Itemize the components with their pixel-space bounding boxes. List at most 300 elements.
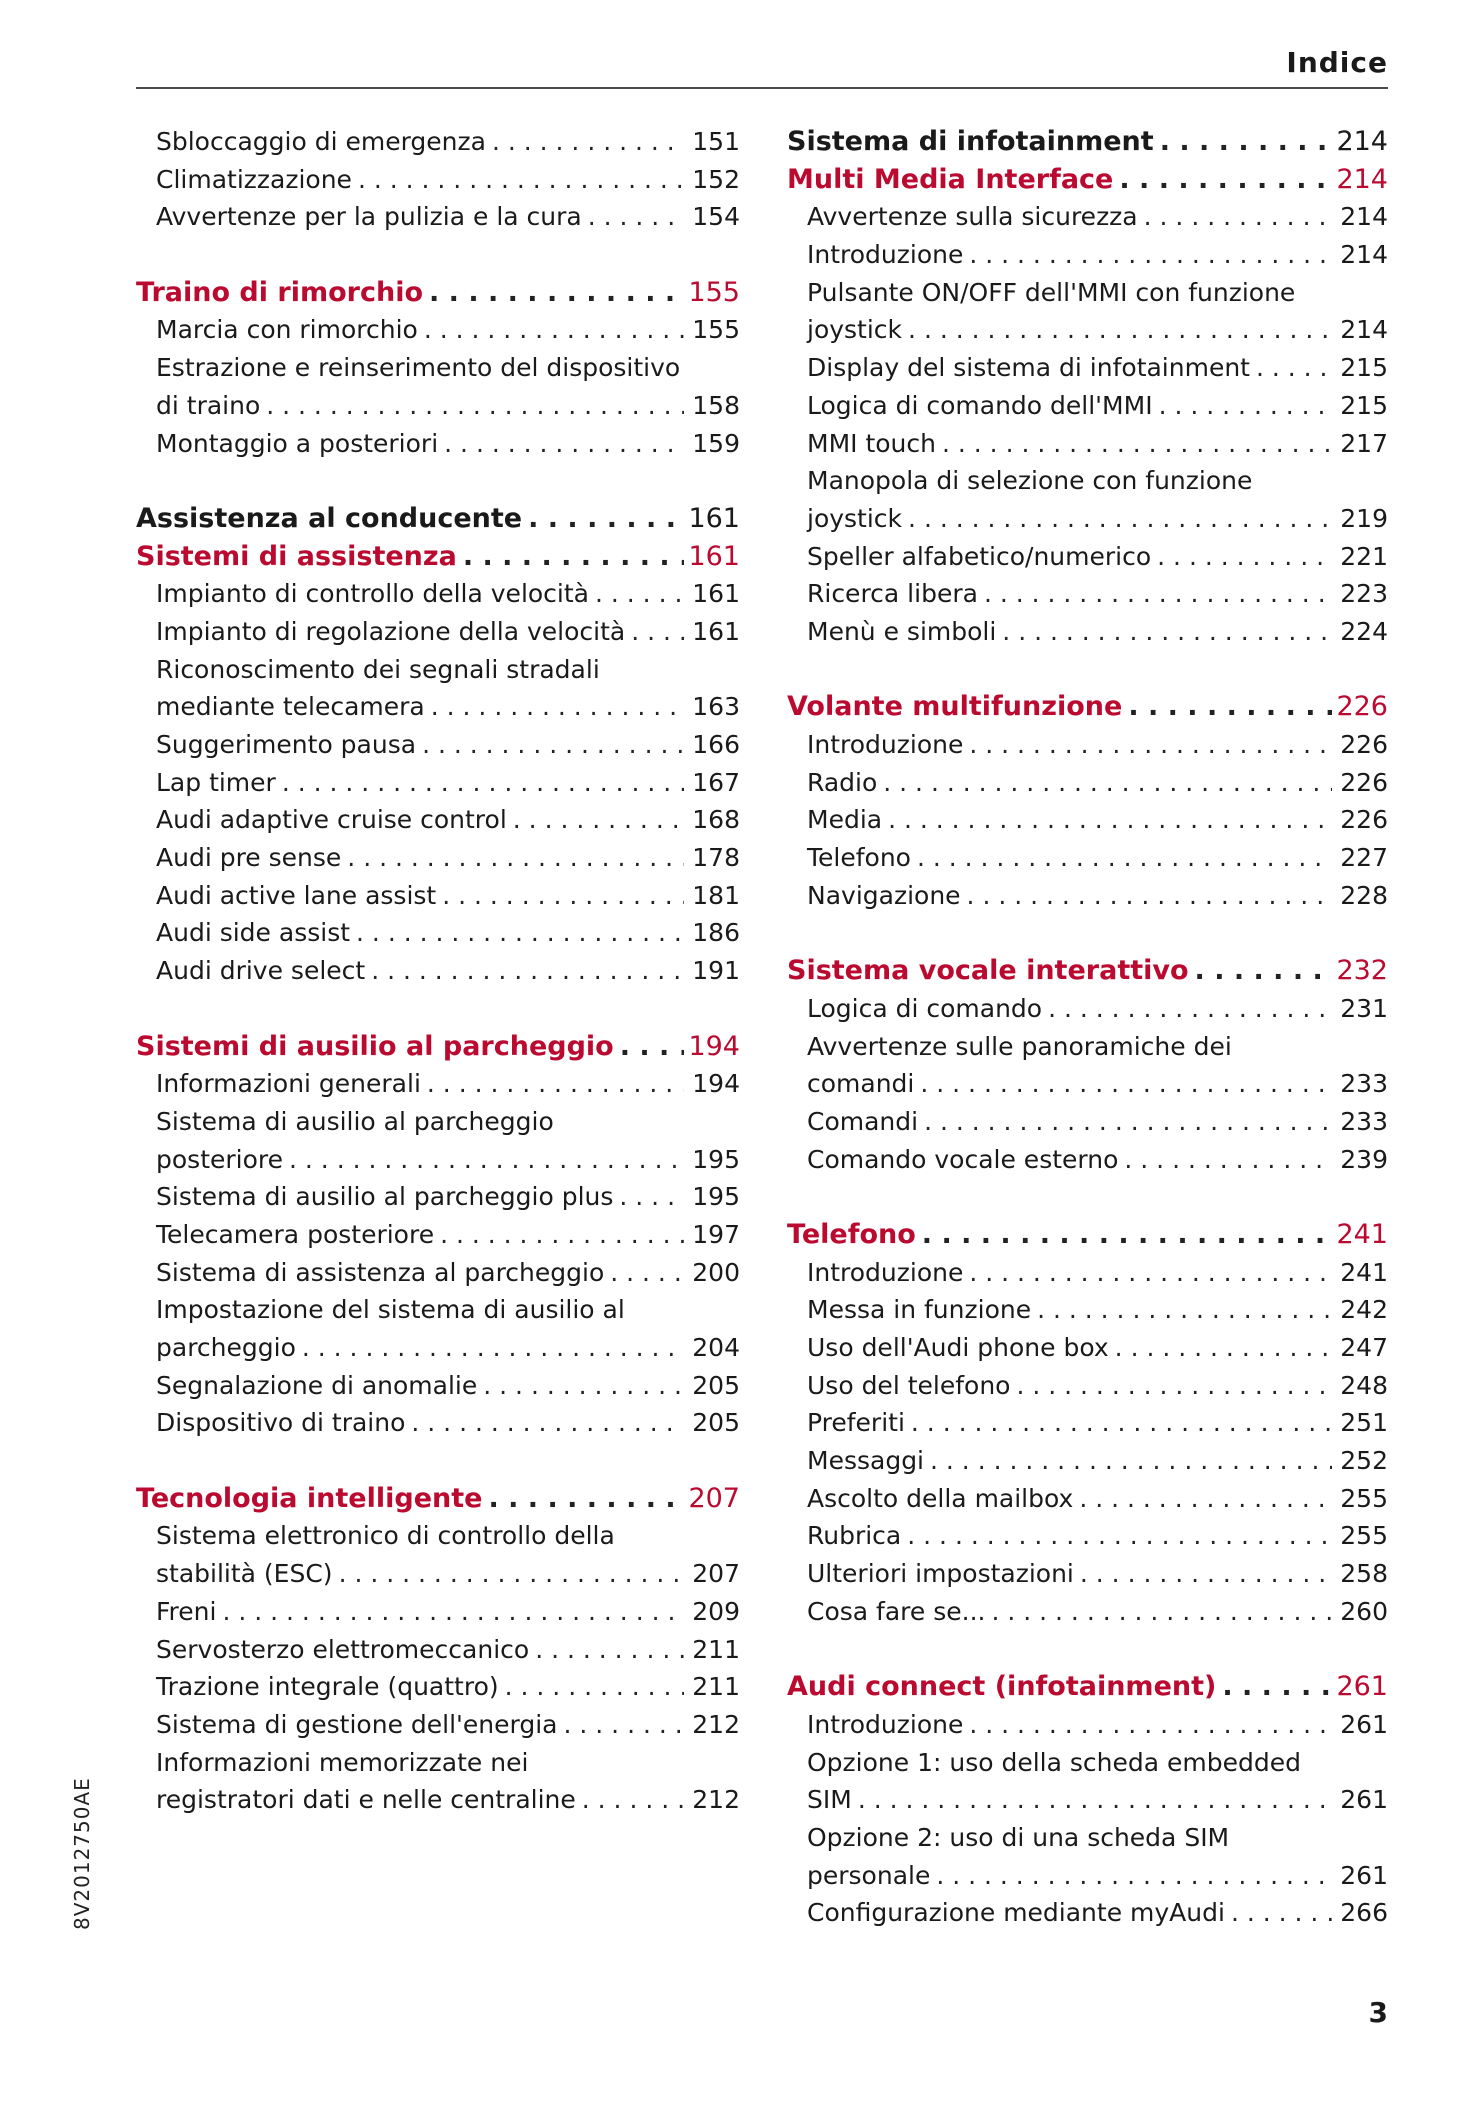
toc-entry[interactable] (136, 877, 740, 915)
toc-entry-title: parcheggio (156, 1333, 296, 1362)
toc-entry-title: Messa in funzione (807, 1295, 1032, 1325)
dot-leader (619, 1178, 684, 1216)
toc-page-number: 260 (1340, 1596, 1388, 1626)
dot-leader (917, 839, 1332, 877)
toc-entry-title: Impianto di controllo della velocità (156, 579, 589, 609)
toc-page-number: 228 (1340, 880, 1388, 910)
toc-entry-title: Climatizzazione (156, 164, 352, 194)
toc-entry[interactable] (787, 1103, 1388, 1141)
dot-leader (969, 1254, 1332, 1292)
dot-leader (858, 1781, 1332, 1819)
section-spacer (136, 236, 740, 274)
toc-entry-title: Dispositivo di traino (156, 1408, 406, 1438)
toc-entry-title: Messaggi (807, 1446, 925, 1476)
toc-page-number: 211 (692, 1672, 740, 1702)
dot-leader (942, 425, 1332, 463)
dot-leader (908, 311, 1332, 349)
toc-entry[interactable] (787, 877, 1388, 915)
toc-entry[interactable] (787, 349, 1388, 387)
toc-page-number: 239 (1340, 1144, 1388, 1174)
toc-entry-title: Segnalazione di anomalie (156, 1370, 478, 1400)
toc-entry[interactable] (136, 1254, 740, 1292)
toc-entry-continued[interactable] (787, 1744, 1388, 1782)
toc-entry[interactable] (136, 1668, 740, 1706)
dot-leader (920, 1065, 1332, 1103)
dot-leader (431, 688, 684, 726)
toc-entry[interactable] (136, 1631, 740, 1669)
toc-entry-title: Audi connect (infotainment) (787, 1671, 1217, 1703)
toc-entry-title: stabilità (ESC) (156, 1559, 333, 1589)
dot-leader (442, 877, 684, 915)
dot-leader (492, 123, 684, 161)
toc-page-number: 233 (1340, 1106, 1388, 1136)
toc-page-number: 252 (1340, 1446, 1388, 1476)
dot-leader (1037, 1291, 1332, 1329)
toc-page-number: 255 (1340, 1521, 1388, 1551)
toc-section-heading[interactable] (787, 1216, 1388, 1254)
toc-entry-title: Sistema di ausilio al parcheggio (156, 1106, 554, 1136)
toc-entry-title: Sistema di ausilio al parcheggio plus (156, 1182, 614, 1212)
toc-entry[interactable] (136, 1329, 740, 1367)
dot-leader (422, 726, 684, 764)
dot-leader (1222, 1668, 1332, 1706)
toc-page-number: 214 (1336, 163, 1388, 195)
dot-leader (911, 1404, 1332, 1442)
section-spacer (136, 462, 740, 500)
toc-page-number: 159 (692, 428, 740, 458)
toc-entry[interactable] (787, 198, 1388, 236)
toc-entry[interactable] (136, 1781, 740, 1819)
toc-page-number: 248 (1340, 1370, 1388, 1400)
toc-section-heading[interactable] (136, 1480, 740, 1518)
toc-entry[interactable] (136, 1404, 740, 1442)
toc-page-number: 155 (692, 315, 740, 345)
toc-entry[interactable] (136, 764, 740, 802)
toc-page-number: 261 (1340, 1709, 1388, 1739)
toc-entry-title: joystick (807, 315, 903, 345)
toc-entry-title: Radio (807, 767, 878, 797)
dot-leader (282, 764, 684, 802)
toc-entry-title: Freni (156, 1596, 217, 1626)
dot-leader (991, 1593, 1332, 1631)
toc-page-number: 178 (692, 843, 740, 873)
toc-page-number: 161 (692, 579, 740, 609)
toc-entry[interactable] (787, 538, 1388, 576)
dot-leader (888, 801, 1332, 839)
dot-leader (1157, 538, 1332, 576)
toc-entry-title: Introduzione (807, 1257, 964, 1287)
toc-entry[interactable] (787, 500, 1388, 538)
dot-leader (984, 575, 1332, 613)
toc-page-number: 186 (692, 918, 740, 948)
toc-page-number: 217 (1340, 428, 1388, 458)
toc-entry-title: Lap timer (156, 767, 276, 797)
toc-entry-title: Estrazione e reinserimento del dispositivo (156, 353, 681, 383)
toc-entry[interactable] (136, 801, 740, 839)
toc-entry[interactable] (787, 1404, 1388, 1442)
toc-entry[interactable] (787, 575, 1388, 613)
toc-entry[interactable] (136, 1065, 740, 1103)
toc-entry-continued[interactable] (787, 1028, 1388, 1066)
toc-entry-title: Avvertenze per la pulizia e la cura (156, 202, 582, 232)
toc-page-number: 168 (692, 805, 740, 835)
toc-entry-title: Introduzione (807, 240, 964, 270)
dot-leader (483, 1367, 684, 1405)
toc-entry-title: Sistema elettronico di controllo della (156, 1521, 615, 1551)
toc-entry-title: Avvertenze sulla sicurezza (807, 202, 1138, 232)
toc-entry-continued[interactable] (787, 1819, 1388, 1857)
toc-entry[interactable] (787, 1517, 1388, 1555)
toc-entry[interactable] (787, 1894, 1388, 1932)
toc-page-number: 223 (1340, 579, 1388, 609)
dot-leader (513, 801, 684, 839)
toc-entry[interactable] (787, 1367, 1388, 1405)
toc-page-number: 224 (1340, 616, 1388, 646)
toc-page-number: 242 (1340, 1295, 1388, 1325)
toc-entry-title: Volante multifunzione (787, 691, 1123, 723)
toc-entry-title: personale (807, 1860, 931, 1890)
toc-entry[interactable] (787, 1555, 1388, 1593)
dot-leader (505, 1668, 684, 1706)
toc-entry-title: SIM (807, 1785, 852, 1815)
toc-entry[interactable] (787, 764, 1388, 802)
toc-entry-title: comandi (807, 1069, 915, 1099)
dot-leader (582, 1781, 684, 1819)
dot-leader (266, 387, 684, 425)
toc-page-number: 211 (692, 1634, 740, 1664)
toc-entry-title: Telefono (787, 1218, 916, 1250)
toc-page-number: 154 (692, 202, 740, 232)
toc-entry[interactable] (787, 387, 1388, 425)
toc-entry-title: Telecamera posteriore (156, 1219, 435, 1249)
toc-entry-title: Sbloccaggio di emergenza (156, 127, 486, 156)
dot-leader (1115, 1329, 1332, 1367)
toc-entry-title: di traino (156, 390, 261, 420)
toc-page-number: 163 (692, 692, 740, 722)
toc-entry[interactable] (787, 311, 1388, 349)
dot-leader (347, 839, 684, 877)
toc-entry-title: Audi adaptive cruise control (156, 805, 507, 835)
toc-entry-title: Suggerimento pausa (156, 730, 417, 759)
toc-page-number: 161 (688, 502, 740, 534)
toc-entry-title: Introduzione (807, 1709, 964, 1739)
section-spacer (787, 651, 1388, 689)
dot-leader (969, 236, 1332, 274)
dot-leader (358, 161, 684, 199)
toc-entry[interactable] (787, 1442, 1388, 1480)
toc-entry-title: Informazioni memorizzate nei (156, 1747, 529, 1777)
toc-right-column (787, 123, 1388, 1932)
toc-page-number: 255 (1340, 1483, 1388, 1513)
toc-entry[interactable] (136, 914, 740, 952)
toc-entry-title: Servosterzo elettromeccanico (156, 1634, 530, 1664)
toc-chapter-heading[interactable] (136, 500, 740, 538)
toc-page-number: 215 (1340, 390, 1388, 420)
toc-entry-title: Informazioni generali (156, 1069, 421, 1099)
dot-leader (936, 1857, 1332, 1895)
toc-entry[interactable] (787, 990, 1388, 1028)
dot-leader (222, 1593, 684, 1631)
toc-page-number: 194 (688, 1030, 740, 1062)
toc-entry-title: Media (807, 805, 883, 835)
toc-page-number: 232 (1336, 955, 1388, 987)
toc-section-heading[interactable] (136, 1028, 740, 1066)
toc-entry-title: Cosa fare se... (807, 1596, 986, 1626)
dot-leader (1159, 387, 1332, 425)
toc-entry[interactable] (136, 1216, 740, 1254)
toc-section-heading[interactable] (136, 538, 740, 576)
toc-page-number: 233 (1340, 1069, 1388, 1099)
dot-leader (1256, 349, 1332, 387)
toc-entry-title: Sistemi di ausilio al parcheggio (136, 1030, 614, 1062)
dot-leader (595, 575, 684, 613)
toc-page-number: 227 (1340, 843, 1388, 873)
toc-entry[interactable] (787, 1291, 1388, 1329)
toc-entry[interactable] (136, 1141, 740, 1179)
toc-page-number: 226 (1340, 767, 1388, 797)
toc-entry[interactable] (136, 1706, 740, 1744)
toc-entry-continued[interactable] (136, 1744, 740, 1782)
toc-entry-continued[interactable] (787, 274, 1388, 312)
dot-leader (564, 1706, 685, 1744)
toc-page-number: 191 (692, 956, 740, 986)
toc-entry-title: Pulsante ON/OFF dell'MMI con funzione (807, 277, 1296, 307)
dot-leader (289, 1141, 684, 1179)
toc-entry-title: Sistema di assistenza al parcheggio (156, 1257, 605, 1287)
dot-leader (463, 538, 684, 576)
toc-entry[interactable] (136, 839, 740, 877)
dot-leader (922, 1216, 1332, 1254)
dot-leader (302, 1329, 684, 1367)
toc-entry-title: Uso del telefono (807, 1370, 1011, 1400)
dot-leader (444, 425, 684, 463)
toc-entry-title: Uso dell'Audi phone box (807, 1333, 1109, 1362)
dot-leader (1002, 613, 1332, 651)
toc-entry-title: Menù e simboli (807, 616, 997, 646)
toc-entry[interactable] (787, 801, 1388, 839)
toc-page-number: 214 (1336, 126, 1388, 157)
toc-entry[interactable] (136, 1555, 740, 1593)
toc-entry[interactable] (136, 161, 740, 199)
dot-leader (371, 952, 684, 990)
toc-page-number: 207 (688, 1482, 740, 1514)
toc-entry-title: Impianto di regolazione della velocità (156, 616, 626, 646)
dot-leader (1119, 161, 1332, 199)
toc-entry-title: Opzione 1: uso della scheda embedded (807, 1747, 1301, 1777)
toc-entry[interactable] (787, 1141, 1388, 1179)
toc-page-number: 212 (692, 1785, 740, 1815)
dot-leader (631, 613, 684, 651)
dot-leader (1160, 123, 1332, 161)
toc-entry-continued[interactable] (136, 1291, 740, 1329)
toc-entry-continued[interactable] (787, 462, 1388, 500)
toc-page-number: 241 (1340, 1257, 1388, 1287)
toc-entry[interactable] (136, 198, 740, 236)
toc-page-number: 197 (692, 1219, 740, 1249)
toc-entry[interactable] (787, 1857, 1388, 1895)
dot-leader (620, 1028, 684, 1066)
toc-page-number: 167 (692, 767, 740, 797)
dot-leader (969, 1706, 1332, 1744)
dot-leader (411, 1404, 684, 1442)
toc-entry-continued[interactable] (136, 1103, 740, 1141)
dot-leader (429, 274, 684, 312)
toc-page-number: 261 (1336, 1671, 1388, 1703)
dot-leader (1016, 1367, 1332, 1405)
toc-section-heading[interactable] (787, 1668, 1388, 1706)
toc-entry[interactable] (136, 575, 740, 613)
toc-entry[interactable] (787, 236, 1388, 274)
toc-page-number: 215 (1340, 353, 1388, 383)
toc-page-number: 251 (1340, 1408, 1388, 1438)
toc-entry-title: Ricerca libera (807, 579, 978, 609)
toc-entry-title: Sistema di infotainment (787, 126, 1154, 157)
dot-leader (930, 1442, 1332, 1480)
toc-entry-title: Sistema vocale interattivo (787, 955, 1189, 987)
toc-entry-title: Rubrica (807, 1521, 902, 1551)
toc-page-number: 158 (692, 390, 740, 420)
dot-leader (488, 1480, 684, 1518)
toc-entry[interactable] (136, 387, 740, 425)
toc-page-number: 261 (1340, 1785, 1388, 1815)
toc-entry-title: Riconoscimento dei segnali stradali (156, 654, 600, 684)
section-spacer (787, 1178, 1388, 1216)
toc-page-number: 258 (1340, 1559, 1388, 1589)
toc-page-number: 161 (692, 616, 740, 646)
toc-entry-title: Sistemi di assistenza (136, 540, 457, 572)
toc-entry-title: Marcia con rimorchio (156, 315, 418, 345)
toc-page-number: 214 (1340, 202, 1388, 232)
dot-leader (967, 877, 1332, 915)
dot-leader (1128, 688, 1332, 726)
toc-entry[interactable] (787, 425, 1388, 463)
toc-entry[interactable] (787, 1254, 1388, 1292)
toc-page-number: 207 (692, 1559, 740, 1589)
dot-leader (356, 914, 684, 952)
toc-page-number: 226 (1336, 691, 1388, 723)
toc-section-heading[interactable] (787, 161, 1388, 199)
toc-entry-title: Impostazione del sistema di ausilio al (156, 1295, 625, 1325)
toc-entry[interactable] (136, 613, 740, 651)
toc-entry-title: Manopola di selezione con funzione (807, 466, 1253, 496)
toc-entry-title: registratori dati e nelle centraline (156, 1785, 576, 1815)
dot-leader (610, 1254, 684, 1292)
header-divider (136, 87, 1388, 89)
toc-entry-continued[interactable] (136, 349, 740, 387)
toc-entry[interactable] (136, 1367, 740, 1405)
toc-entry-title: Comando vocale esterno (807, 1144, 1119, 1174)
toc-page-number: 219 (1340, 503, 1388, 533)
toc-entry-title: Audi side assist (156, 918, 351, 948)
toc-entry[interactable] (787, 1329, 1388, 1367)
toc-entry-title: joystick (807, 503, 903, 533)
dot-leader (1048, 990, 1332, 1028)
toc-page-number: 241 (1336, 1218, 1388, 1250)
toc-page-number: 151 (692, 127, 740, 156)
toc-entry-title: mediante telecamera (156, 692, 425, 722)
toc-entry[interactable] (787, 1781, 1388, 1819)
toc-entry[interactable] (787, 1706, 1388, 1744)
toc-entry-title: Telefono (807, 843, 911, 873)
toc-entry-title: Montaggio a posteriori (156, 428, 439, 458)
toc-entry[interactable] (136, 1178, 740, 1216)
toc-entry-title: Audi pre sense (156, 843, 342, 873)
toc-entry[interactable] (136, 688, 740, 726)
document-code: 8V2012750AE (70, 1777, 94, 1930)
section-spacer (787, 914, 1388, 952)
toc-entry-title: Opzione 2: uso di una scheda SIM (807, 1822, 1230, 1852)
toc-entry[interactable] (136, 726, 740, 764)
toc-section-heading[interactable] (787, 688, 1388, 726)
toc-page-number: 212 (692, 1709, 740, 1739)
toc-entry[interactable] (136, 123, 740, 161)
toc-entry[interactable] (136, 311, 740, 349)
toc-entry[interactable] (136, 1593, 740, 1631)
toc-page-number: 200 (692, 1257, 740, 1287)
section-spacer (136, 1442, 740, 1480)
toc-page-number: 205 (692, 1370, 740, 1400)
toc-entry-title: Ulteriori impostazioni (807, 1559, 1074, 1589)
dot-leader (339, 1555, 684, 1593)
toc-page-number: 195 (692, 1144, 740, 1174)
toc-entry-title: Trazione integrale (quattro) (156, 1672, 499, 1702)
toc-page-number: 195 (692, 1182, 740, 1212)
dot-leader (588, 198, 684, 236)
toc-section-heading[interactable] (787, 952, 1388, 990)
toc-entry-title: Preferiti (807, 1408, 905, 1438)
toc-entry-continued[interactable] (136, 1517, 740, 1555)
toc-page-number: 221 (1340, 541, 1388, 571)
section-spacer (787, 1631, 1388, 1669)
dot-leader (1144, 198, 1332, 236)
page-number: 3 (1368, 1996, 1388, 2029)
toc-section-heading[interactable] (136, 274, 740, 312)
toc-entry[interactable] (787, 839, 1388, 877)
toc-entry[interactable] (787, 1065, 1388, 1103)
dot-leader (1124, 1141, 1332, 1179)
toc-page-number: 155 (688, 276, 740, 308)
toc-left-column (136, 123, 740, 1819)
toc-entry-continued[interactable] (136, 651, 740, 689)
toc-entry-title: Avvertenze sulle panoramiche dei (807, 1031, 1232, 1061)
toc-entry[interactable] (136, 952, 740, 990)
toc-entry[interactable] (787, 1480, 1388, 1518)
toc-entry-title: Comandi (807, 1106, 919, 1136)
toc-entry-title: Ascolto della mailbox (807, 1483, 1074, 1513)
toc-entry-title: posteriore (156, 1144, 284, 1174)
dot-leader (1079, 1480, 1332, 1518)
toc-page-number: 194 (692, 1069, 740, 1099)
toc-page-number: 209 (692, 1596, 740, 1626)
toc-entry[interactable] (787, 613, 1388, 651)
toc-entry[interactable] (787, 726, 1388, 764)
toc-chapter-heading[interactable] (787, 123, 1388, 161)
toc-entry[interactable] (787, 1593, 1388, 1631)
dot-leader (908, 500, 1332, 538)
dot-leader (427, 1065, 684, 1103)
dot-leader (424, 311, 684, 349)
toc-page-number: 266 (1340, 1898, 1388, 1928)
toc-entry[interactable] (136, 425, 740, 463)
toc-entry-title: Introduzione (807, 730, 964, 759)
dot-leader (528, 500, 684, 538)
toc-entry-title: MMI touch (807, 428, 936, 458)
toc-page-number: 181 (692, 880, 740, 910)
toc-page-number: 204 (692, 1333, 740, 1362)
toc-page-number: 261 (1340, 1860, 1388, 1890)
toc-entry-title: Audi drive select (156, 956, 366, 986)
toc-entry-title: Logica di comando (807, 993, 1043, 1023)
